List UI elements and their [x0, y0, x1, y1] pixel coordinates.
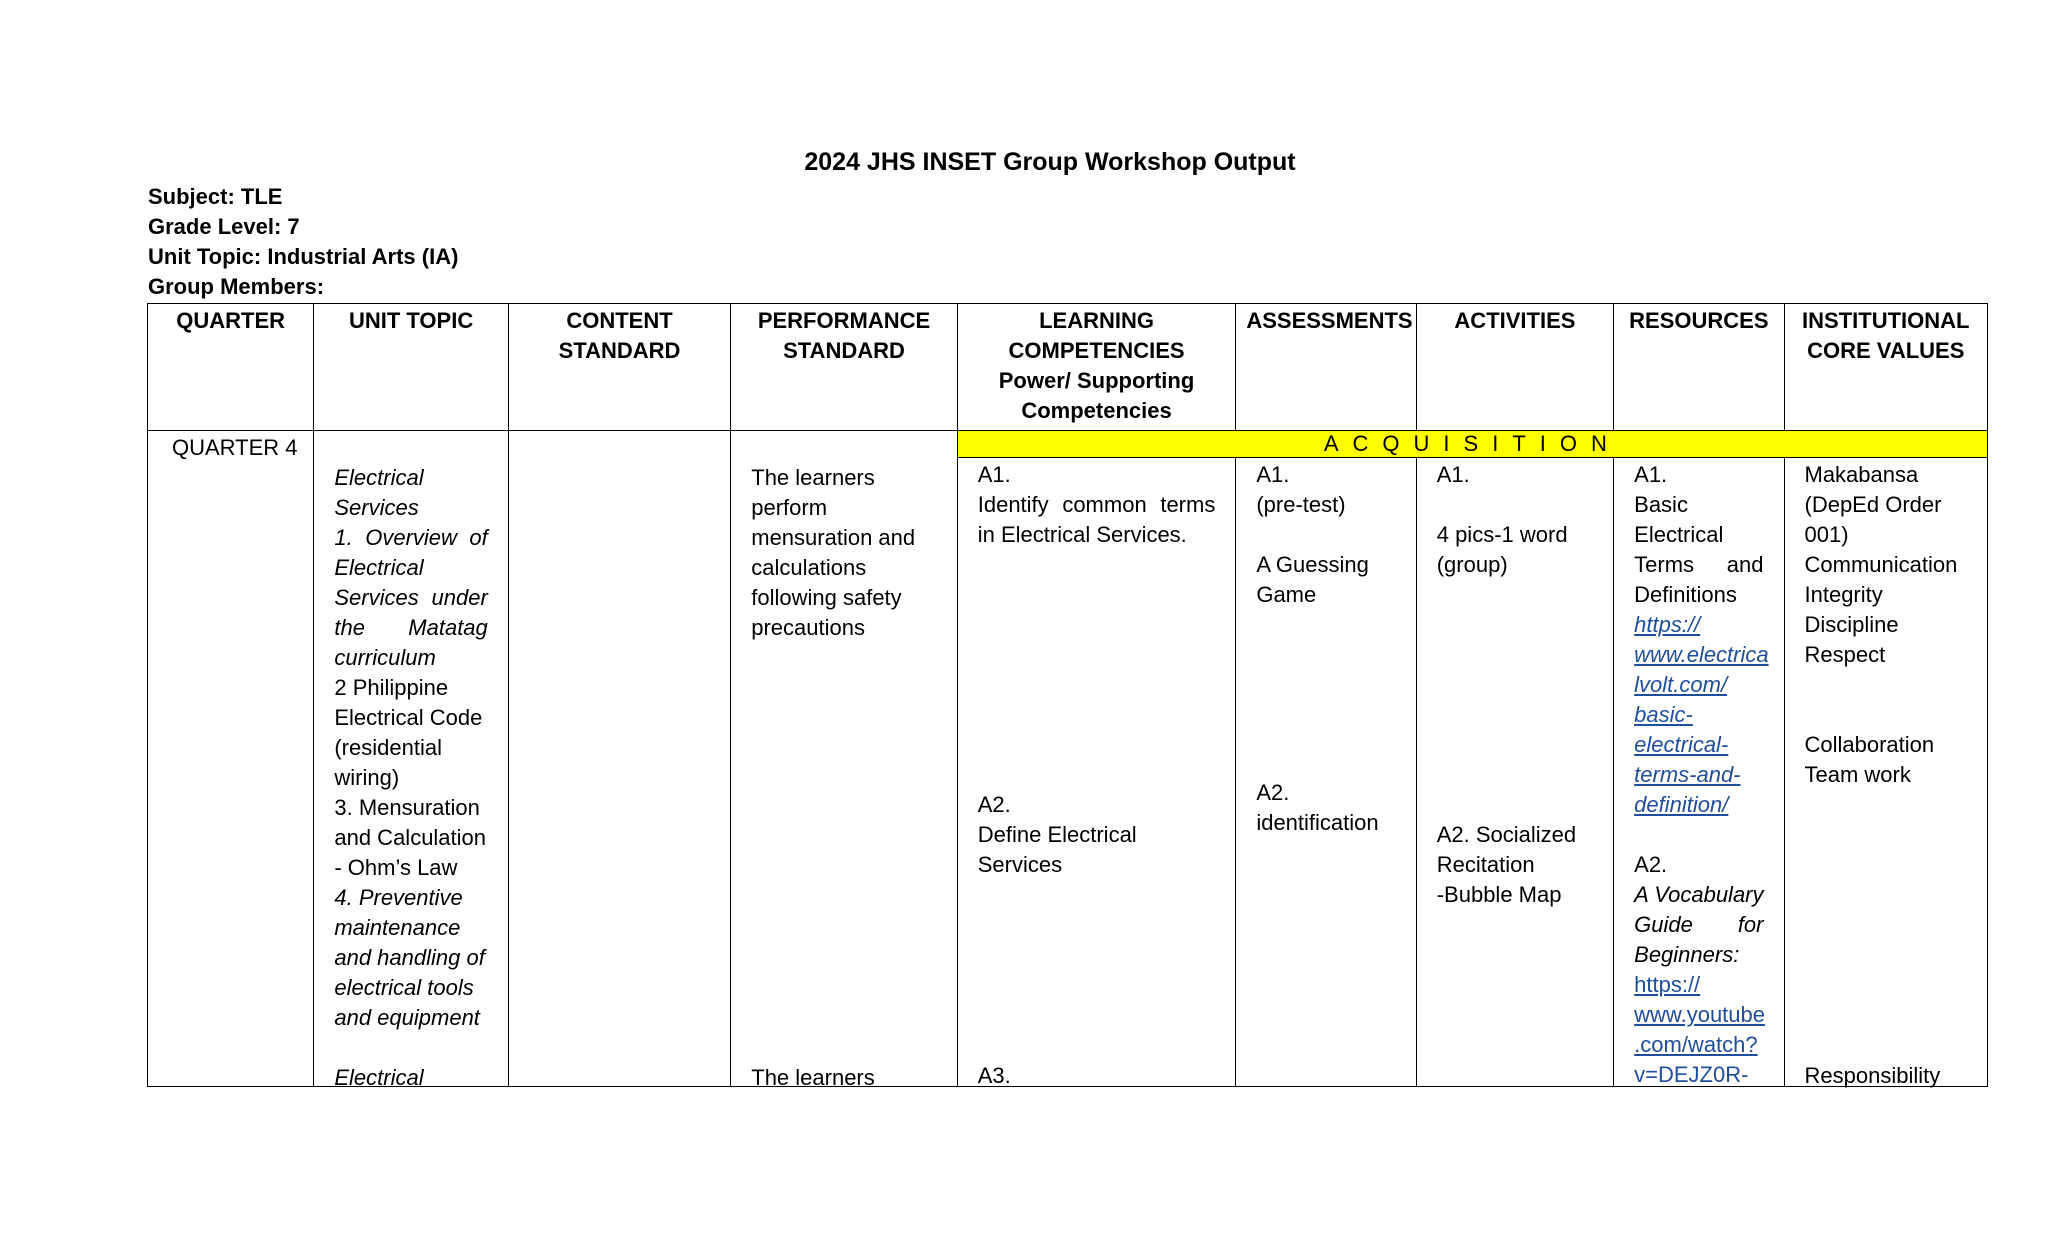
header-performance-standard: PERFORMANCE STANDARD — [731, 304, 957, 431]
unit-topic-cell: Electrical Services 1. Overview of Electrical Services under the Matatag curriculum 2 Philippine Electrical Code (residential wiring) 3. Mensuration and Calculation - Ohm’s Law 4. Preventive maintenance and handling of electrical tools and equipment Electrical — [314, 431, 508, 1087]
quarter-cell — [148, 431, 314, 1087]
acquisition-row — [148, 431, 1988, 458]
core-values-cell: Makabansa (DepEd Order 001) Communication Integrity Discipline Respect Collaboration Team work Responsibility — [1784, 458, 1988, 1087]
group-members-label: Group Members: — [148, 274, 325, 299]
header-unit-topic: UNIT TOPIC — [314, 304, 508, 431]
assessments-cell: A1. (pre-test) A Guessing Game A2. identification — [1236, 458, 1416, 1087]
header-learning-competencies: LEARNING COMPETENCIES Power/ Supporting Competencies — [957, 304, 1236, 431]
header-row — [148, 304, 1988, 431]
header-assessments: ASSESSMENTS — [1236, 304, 1416, 431]
performance-standard-cell: The learners perform mensuration and calculations following safety precautions The learners — [731, 431, 957, 1087]
content-standard-cell — [508, 431, 730, 1087]
resource-link-electricalvolt[interactable]: basic- — [1634, 702, 1693, 727]
resource-link-electricalvolt[interactable]: electrical- — [1634, 732, 1729, 757]
workshop-plan-table — [147, 303, 1988, 1090]
header-institutional-core-values: INSTITUTIONAL CORE VALUES — [1784, 304, 1988, 431]
document-title: 2024 JHS INSET Group Workshop Output — [804, 148, 1296, 176]
unit-topic-label: Unit Topic: Industrial Arts (IA) — [148, 244, 459, 269]
resource-link-electricalvolt[interactable]: www.electrica — [1634, 642, 1769, 667]
resource-link-youtube[interactable]: www.youtube — [1634, 1002, 1765, 1027]
competencies-cell: A1. Identify common terms in Electrical Services. A2. Define Electrical Services A3. — [957, 458, 1236, 1087]
resource-link-youtube[interactable]: .com/watch? — [1634, 1032, 1758, 1057]
subject-label: Subject: TLE — [148, 184, 283, 209]
activities-cell: A1. 4 pics-1 word (group) A2. Socialized Recitation -Bubble Map — [1416, 458, 1613, 1087]
header-activities: ACTIVITIES — [1416, 304, 1613, 431]
resource-link-youtube[interactable]: v=DEJZ0R- — [1634, 1062, 1749, 1084]
resource-link-electricalvolt[interactable]: definition/ — [1634, 792, 1729, 817]
resource-link-youtube[interactable]: https:// — [1634, 972, 1701, 997]
grade-level-label: Grade Level: 7 — [148, 214, 300, 239]
resource-link-electricalvolt[interactable]: lvolt.com/ — [1634, 672, 1728, 697]
header-quarter: QUARTER — [148, 304, 314, 431]
header-resources: RESOURCES — [1614, 304, 1784, 431]
acquisition-banner: ACQUISITION — [957, 431, 1987, 458]
quarter-value: QUARTER 4 — [172, 435, 298, 460]
resources-cell: A1. Basic Electrical Terms and Definitions https:// www.electrica lvolt.com/ basic- electrical- terms-and- definition/ A2. A Vocabulary Guide for Beginners: https:// www.youtube .com/watch? v=DEJZ0R- — [1614, 458, 1784, 1087]
resource-link-electricalvolt[interactable]: terms-and- — [1634, 762, 1741, 787]
header-content-standard: CONTENT STANDARD — [508, 304, 730, 431]
resource-link-electricalvolt[interactable]: https:// — [1634, 612, 1701, 637]
